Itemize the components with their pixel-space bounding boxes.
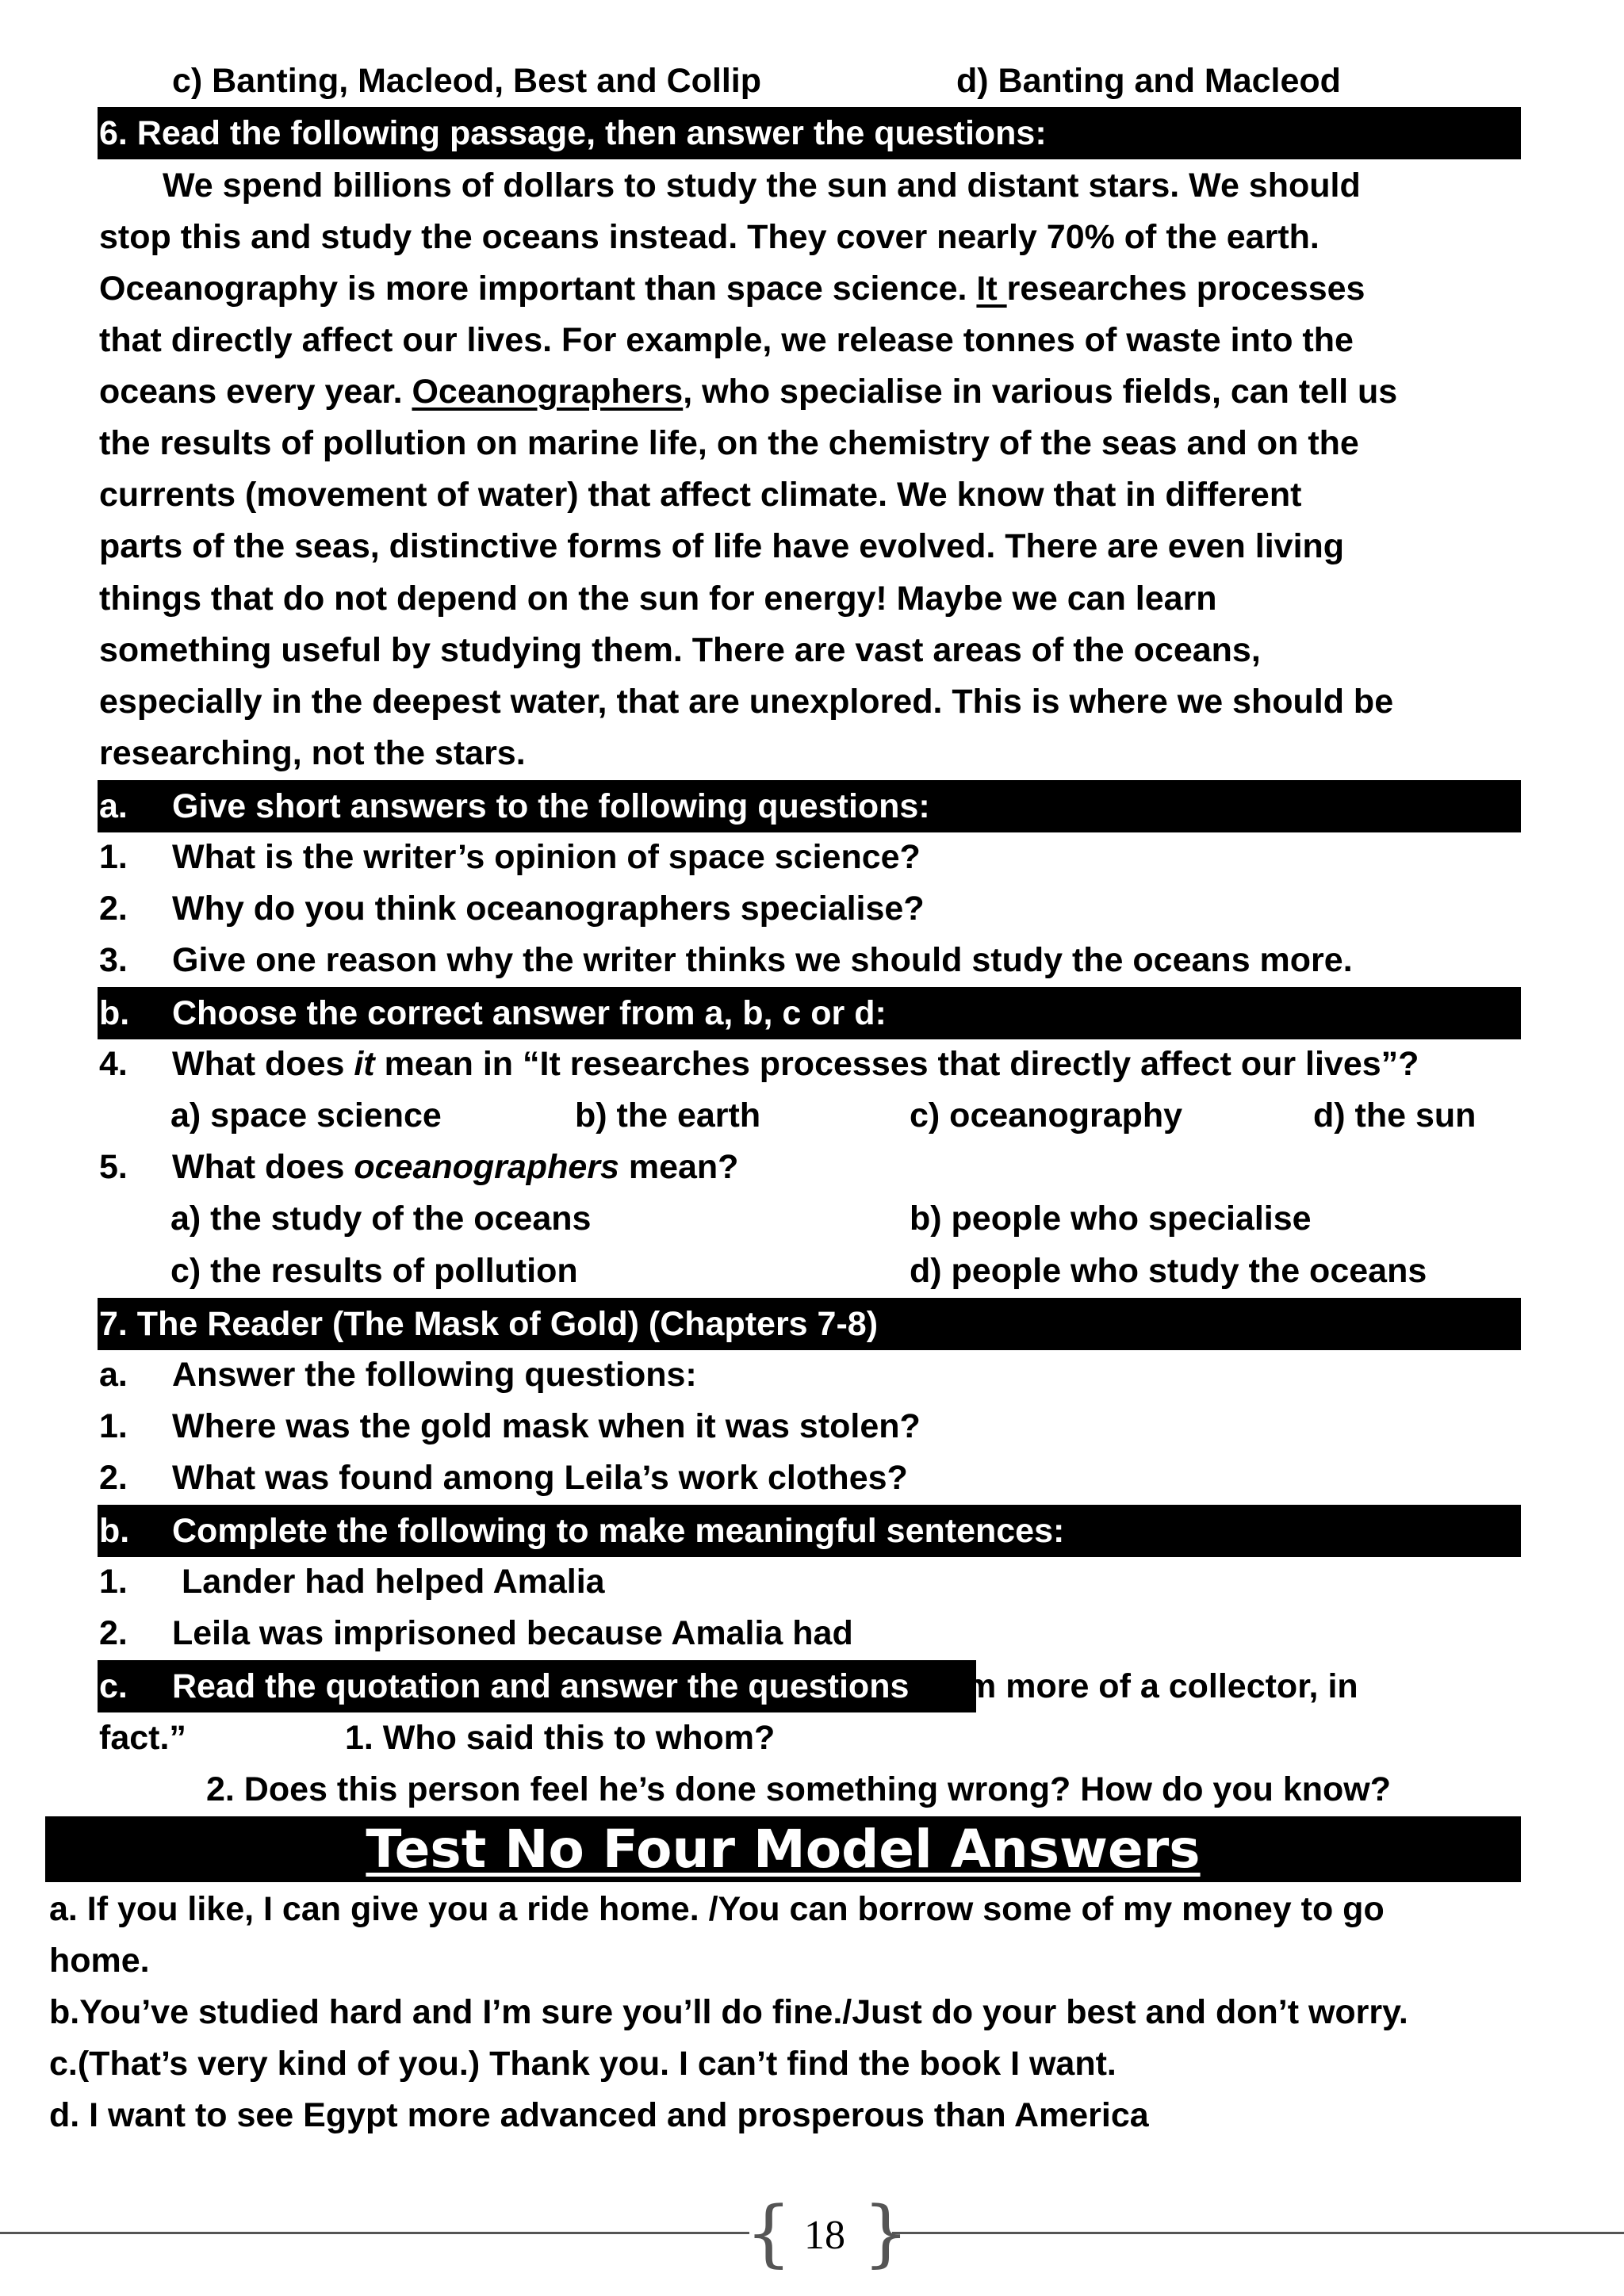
question-item xyxy=(99,1607,853,1659)
question-number: 4. xyxy=(99,1045,128,1083)
q7-part-c-line xyxy=(99,1660,1358,1712)
answer-line: c.(That’s very kind of you.) Thank you. I can’t find the book I want. xyxy=(49,2045,1116,2083)
question-item: 4. What does it mean in “It researches processes that directly affect our lives”? xyxy=(99,1038,1419,1090)
underlined-it: It xyxy=(976,270,1007,308)
question-text: Give one reason why the writer thinks we should study the oceans more. xyxy=(172,941,1353,979)
question-item xyxy=(99,1400,921,1452)
option-a: a) the study of the oceans xyxy=(170,1200,592,1238)
question-text: Where was the gold mask when it was stolen? xyxy=(172,1407,921,1445)
page-number: 18 xyxy=(804,2213,845,2258)
q7-part-c-heading: Read the quotation and answer the questions xyxy=(172,1667,910,1705)
part-label: b. xyxy=(99,1512,130,1550)
right-brace-icon: } xyxy=(863,2191,910,2275)
test-title: Test No Four Model Answers xyxy=(366,1819,1201,1880)
passage-line: something useful by studying them. There are vast areas of the oceans, xyxy=(99,631,1261,669)
passage-line: that directly affect our lives. For example, we release tonnes of waste into the xyxy=(99,321,1354,359)
passage-line xyxy=(99,262,1365,315)
question-text: What was found among Leila’s work clothes? xyxy=(172,1459,908,1497)
underlined-oceanographers: Oceanographers xyxy=(412,373,684,411)
question-number: 2. xyxy=(99,890,128,928)
passage-text: , who specialise in various fields, can tell us xyxy=(683,373,1398,411)
italic-word: oceanographers xyxy=(354,1148,619,1186)
passage-line: parts of the seas, distinctive forms of life have evolved. There are even living xyxy=(99,527,1345,565)
q6-heading-bar xyxy=(98,107,1521,159)
answer-line: a. If you like, I can give you a ride home. /You can borrow some of my money to go xyxy=(49,1890,1385,1928)
question-item xyxy=(99,1556,605,1608)
question-number: 2. xyxy=(99,1459,128,1497)
quotation-end: fact.” xyxy=(99,1719,186,1757)
q7-part-b-bar xyxy=(98,1505,1521,1557)
option-b: b) people who specialise xyxy=(910,1200,1312,1238)
question-number: 5. xyxy=(99,1148,128,1186)
q6-part-b-bar xyxy=(98,987,1521,1039)
answer-line: home. xyxy=(49,1942,150,1980)
quotation-text: : “I’m more of a collector, in xyxy=(909,1667,1358,1705)
question-number: 1. xyxy=(99,1407,128,1445)
question-number: 1. xyxy=(99,838,128,876)
q7-part-b-heading: Complete the following to make meaningful sentences: xyxy=(172,1512,1065,1550)
option-c: c) oceanography xyxy=(910,1096,1183,1135)
footer-rule-left xyxy=(0,2232,749,2234)
part-label: c. xyxy=(99,1667,128,1705)
question-text: What is the writer’s opinion of space science? xyxy=(172,838,921,876)
question-text: Lander had helped Amalia xyxy=(172,1563,605,1601)
passage-line: We spend billions of dollars to study the sun and distant stars. We should xyxy=(163,166,1361,205)
part-a-heading: Give short answers to the following questions: xyxy=(172,787,930,825)
q7-heading-bar xyxy=(98,1298,1521,1350)
answer-line: d. I want to see Egypt more advanced and prosperous than America xyxy=(49,2096,1149,2134)
question-text: Leila was imprisoned because Amalia had xyxy=(172,1614,853,1652)
passage-line: especially in the deepest water, that are unexplored. This is where we should be xyxy=(99,683,1394,721)
option-a: a) space science xyxy=(170,1096,442,1135)
passage-line: currents (movement of water) that affect climate. We know that in different xyxy=(99,476,1302,514)
part-label: a. xyxy=(99,787,128,825)
option-c-top: c) Banting, Macleod, Best and Collip xyxy=(172,62,762,100)
part-b-heading: Choose the correct answer from a, b, c or d: xyxy=(172,994,887,1032)
q7-part-a-heading: a. Answer the following questions: xyxy=(99,1349,697,1401)
question-item xyxy=(99,934,1353,986)
option-d: d) people who study the oceans xyxy=(910,1252,1427,1290)
quotation-question: 1. Who said this to whom? xyxy=(345,1719,776,1757)
passage-text: oceans every year. xyxy=(99,373,412,411)
question-number: 2. xyxy=(99,1614,128,1652)
answer-line: b.You’ve studied hard and I’m sure you’ll do fine./Just do your best and don’t worry. xyxy=(49,1993,1408,2031)
q6-part-a-bar xyxy=(98,780,1521,832)
passage-line: the results of pollution on marine life, on the chemistry of the seas and on the xyxy=(99,424,1359,462)
passage-text: researches processes xyxy=(1006,270,1365,308)
option-d-top: d) Banting and Macleod xyxy=(956,62,1341,100)
question-item xyxy=(99,1452,908,1504)
passage-text: Oceanography is more important than space science. xyxy=(99,270,977,308)
option-d: d) the sun xyxy=(1313,1096,1477,1135)
question-item xyxy=(99,882,925,935)
passage-line: stop this and study the oceans instead. They cover nearly 70% of the earth. xyxy=(99,218,1320,256)
quotation-question: 2. Does this person feel he’s done something wrong? How do you know? xyxy=(206,1770,1391,1808)
italic-word: it xyxy=(354,1045,375,1083)
q7-heading: 7. The Reader (The Mask of Gold) (Chapters 7-8) xyxy=(98,1298,1521,1350)
option-c: c) the results of pollution xyxy=(170,1252,578,1290)
part-label: b. xyxy=(99,994,130,1032)
passage-line xyxy=(99,365,1397,418)
question-text: Why do you think oceanographers specialise? xyxy=(172,890,925,928)
question-item xyxy=(99,831,921,883)
footer-rule-right xyxy=(892,2232,1624,2234)
test-title-banner xyxy=(45,1816,1521,1882)
question-number: 1. xyxy=(99,1563,128,1601)
passage-line: researching, not the stars. xyxy=(99,734,526,772)
left-brace-icon: { xyxy=(745,2191,792,2275)
question-number: 3. xyxy=(99,941,128,979)
option-b: b) the earth xyxy=(575,1096,761,1135)
q6-heading: 6. Read the following passage, then answer the questions: xyxy=(98,107,1521,159)
passage-line: things that do not depend on the sun for energy! Maybe we can learn xyxy=(99,580,1217,618)
part-label: a. xyxy=(99,1356,128,1394)
question-item: 5. What does oceanographers mean? xyxy=(99,1141,738,1193)
